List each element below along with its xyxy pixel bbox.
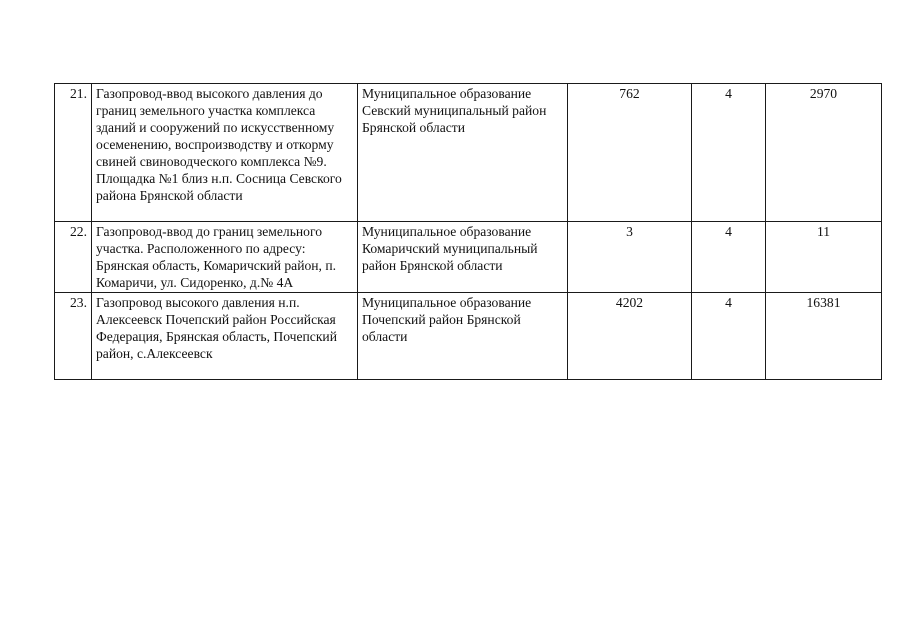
object-name: Газопровод-ввод высокого давления до границ земельного участка комплекса зданий и сооружений по искусственному осеменению, воспроизводству и откорму свиней свиноводческого комплекса №9. Площадка №1 близ н.п. Сосница Севского района Брянской области (92, 84, 358, 222)
value-col6: 2970 (766, 84, 882, 222)
owner-name: Муниципальное образование Почепский район Брянской области (358, 293, 568, 380)
objects-table (54, 83, 882, 380)
value-col4: 3 (568, 222, 692, 293)
value-col5: 4 (692, 222, 766, 293)
value-col6: 11 (766, 222, 882, 293)
value-col4: 4202 (568, 293, 692, 380)
row-number: 22. (55, 222, 92, 293)
value-col5: 4 (692, 84, 766, 222)
table-row (55, 84, 882, 222)
row-number: 23. (55, 293, 92, 380)
owner-name: Муниципальное образование Комаричский муниципальный район Брянской области (358, 222, 568, 293)
table-row (55, 293, 882, 380)
object-name: Газопровод высокого давления н.п. Алексеевск Почепский район Российская Федерация, Брянская область, Почепский район, с.Алексеевск (92, 293, 358, 380)
table-row (55, 222, 882, 293)
row-number: 21. (55, 84, 92, 222)
value-col6: 16381 (766, 293, 882, 380)
value-col5: 4 (692, 293, 766, 380)
value-col4: 762 (568, 84, 692, 222)
object-name: Газопровод-ввод до границ земельного участка. Расположенного по адресу: Брянская область, Комаричский район, п. Комаричи, ул. Сидоренко, д.№ 4А (92, 222, 358, 293)
owner-name: Муниципальное образование Севский муниципальный район Брянской области (358, 84, 568, 222)
